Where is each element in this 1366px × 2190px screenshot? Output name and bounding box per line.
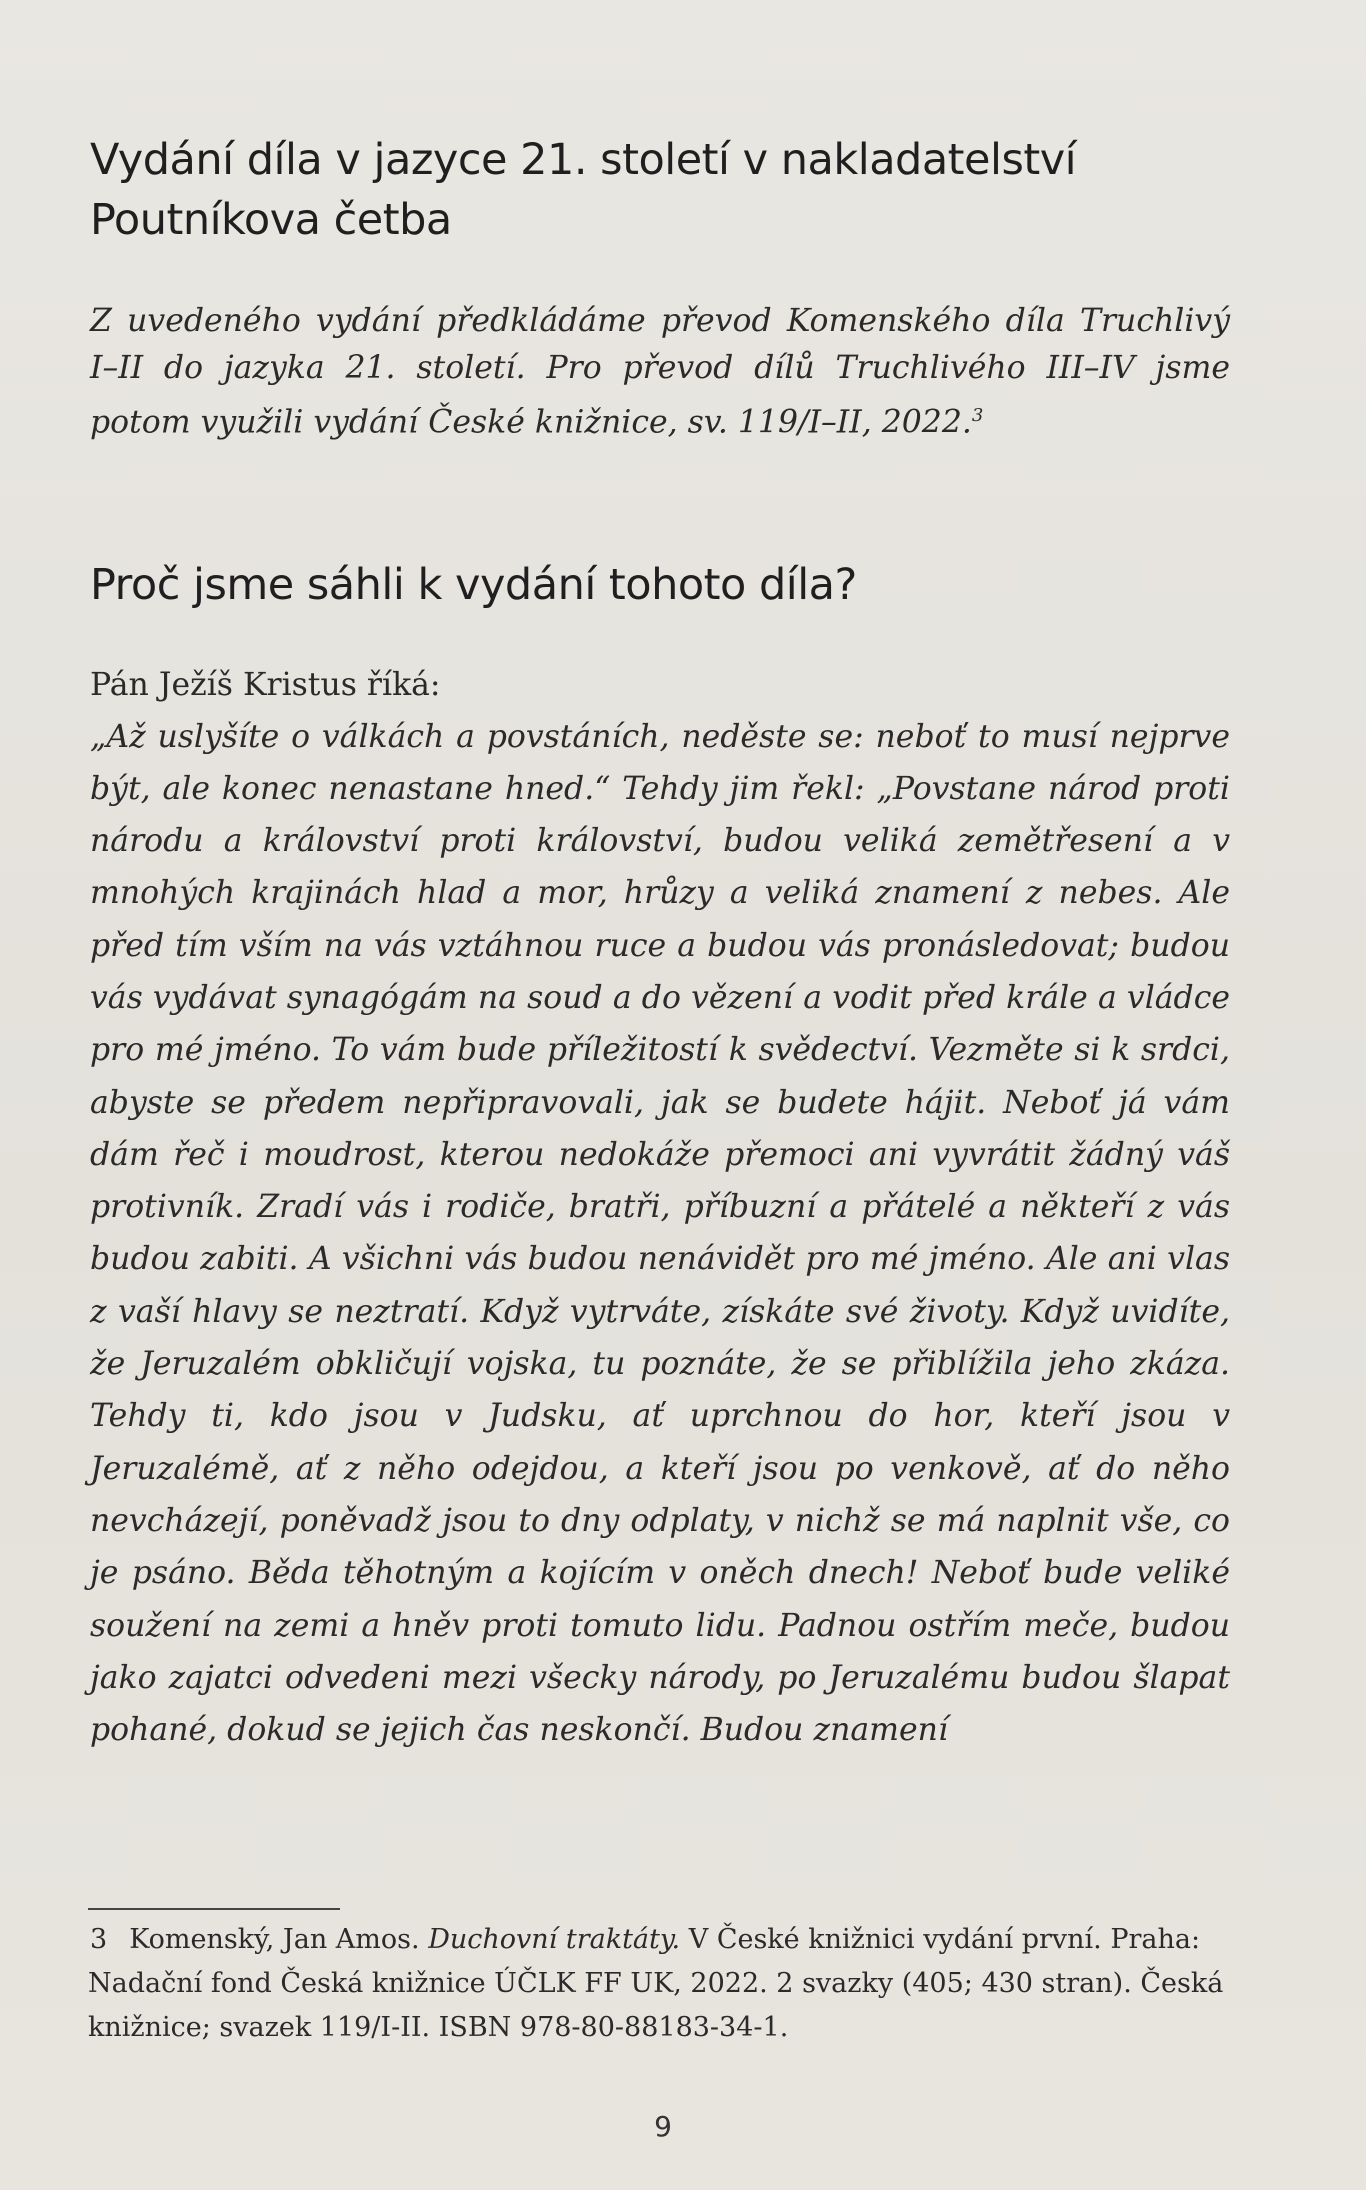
footnote-number: 3 bbox=[90, 1924, 108, 1955]
page-content bbox=[90, 130, 1230, 1756]
footnote-reference: 3 bbox=[971, 405, 984, 426]
lead-line: Pán Ježíš Kristus říká: bbox=[90, 666, 441, 703]
intro-text: Z uvedeného vydání předkládáme převod Komenského díla Truchlivý I–II do jazyka 21. století. Pro převod dílů Truchlivého III–IV jsme potom využili vydání České knižnice, sv. 119/I–II, 2022. bbox=[90, 303, 1230, 441]
section-heading-edition: Vydání díla v jazyce 21. století v nakladatelství Poutníkova četba bbox=[90, 135, 1077, 245]
page-number: 9 bbox=[654, 2110, 672, 2143]
scripture-quote: „Až uslyšíte o válkách a povstáních, neděste se: neboť to musí nejprve být, ale konec nenastane hned.“ Tehdy jim řekl: „Povstane národ proti národu a království proti království, budou veliká zemětřesení a v mnohých krajinách hlad a mor, hrůzy a veliká znamení z nebes. Ale před tím vším na vás vztáhnou ruce a budou vás pronásledovat; budou vás vydávat synagógám na soud a do vězení a vodit před krále a vládce pro mé jméno. To vám bude příležitostí k svědectví. Vezměte si k srdci, abyste se předem nepřipravovali, jak se budete hájit. Neboť já vám dám řeč i moudrost, kterou nedokáže přemoci ani vyvrátit žádný váš protivník. Zradí vás i rodiče, bratři, příbuzní a přátelé a někteří z vás budou zabiti. A všichni vás budou nenávidět pro mé jméno. Ale ani vlas z vaší hlavy se neztratí. Když vytrváte, získáte své životy. Když uvidíte, že Jeruzalém obkličují vojska, tu poznáte, že se přiblížila jeho zkáza. Tehdy ti, kdo jsou v Judsku, ať uprchnou do hor, kteří jsou v Jeruzalémě, ať z něho odejdou, a kteří jsou po venkově, ať do něho nevcházejí, poněvadž jsou to dny odplaty, v nichž se má naplnit vše, co je psáno. Běda těhotným a kojícím v oněch dnech! Neboť bude veliké soužení na zemi a hněv proti tomuto lidu. Padnou ostřím meče, budou jako zajatci odvedeni mezi všecky národy, po Jeruzalému budou šlapat pohané, dokud se jejich čas neskončí. Budou znamení bbox=[90, 718, 1230, 1749]
section-heading-why: Proč jsme sáhli k vydání tohoto díla? bbox=[90, 559, 857, 610]
footnote-author: Komenský, Jan Amos. bbox=[129, 1924, 420, 1955]
footnote bbox=[88, 1918, 1228, 2050]
intro-paragraph bbox=[90, 298, 1230, 447]
footnote-divider bbox=[88, 1908, 340, 1910]
footnote-title: Duchovní traktáty. bbox=[428, 1924, 681, 1955]
footnote-details: V České knižnici vydání první. Praha: Nadační fond Česká knižnice ÚČLK FF UK, 2022. 2 svazky (405; 430 stran). Česká knižnice; svazek 119/I-II. ISBN 978-80-88183-34-1. bbox=[88, 1924, 1224, 2043]
